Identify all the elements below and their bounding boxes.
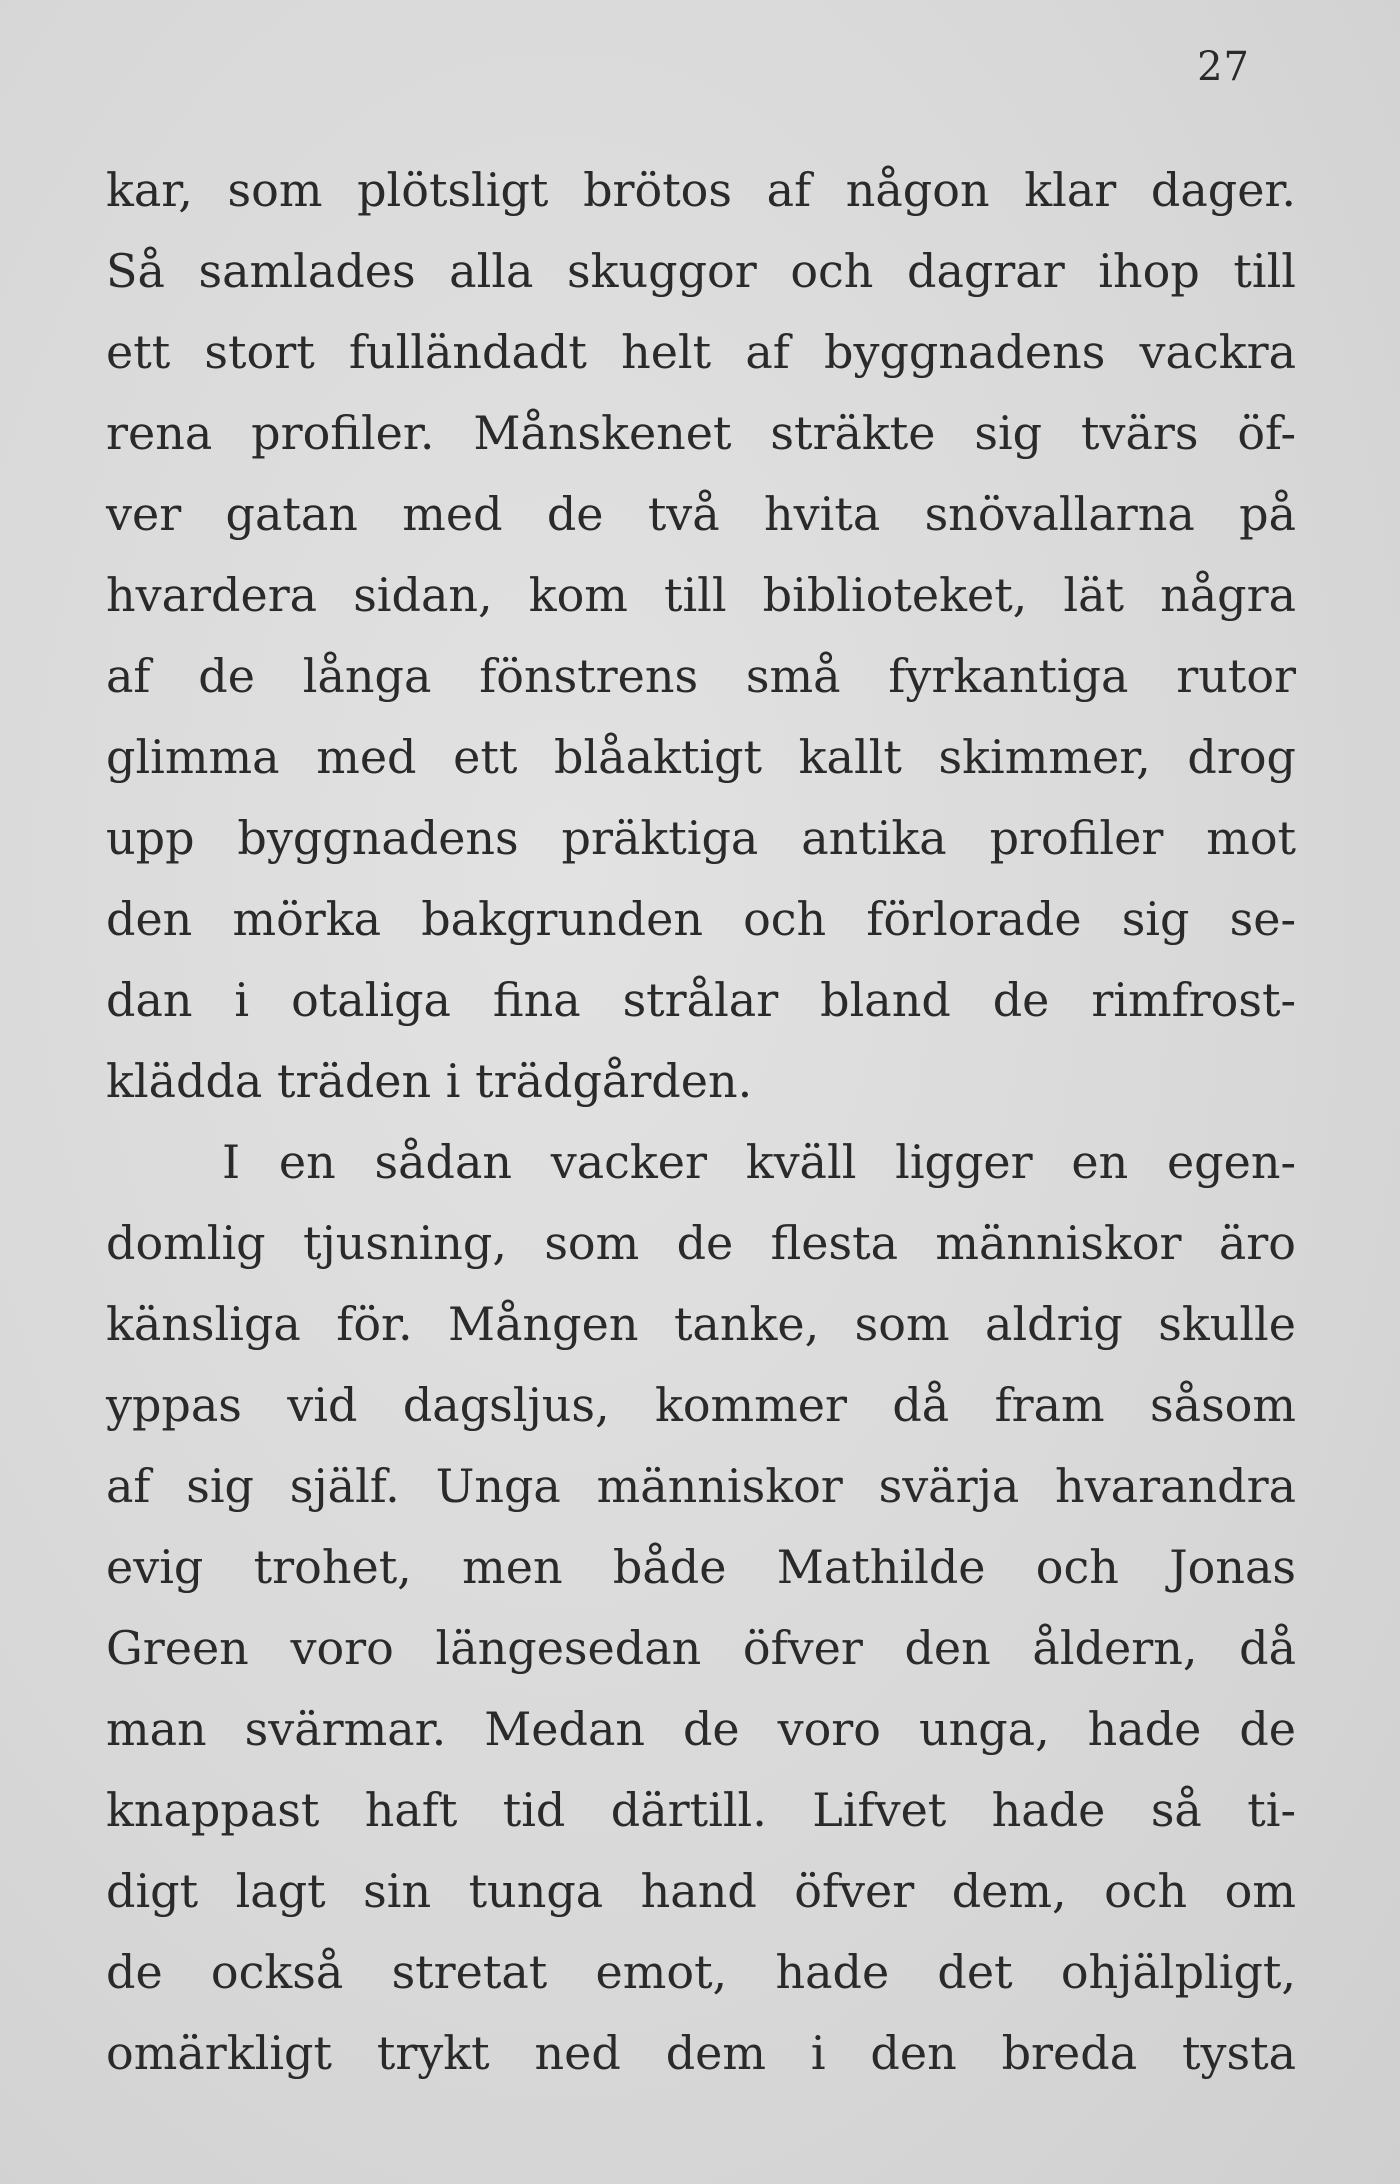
text-line: dan i otaliga fina strålar bland de rimfrost- (106, 973, 1296, 1027)
text-line: af de långa fönstrens små fyrkantiga rutor (106, 649, 1296, 703)
text-line: de också stretat emot, hade det ohjälpligt, (106, 1945, 1296, 1999)
text-line: yppas vid dagsljus, kommer då fram såsom (106, 1378, 1296, 1432)
text-line: kar, som plötsligt brötos af någon klar dager. (106, 163, 1296, 217)
text-line: ett stort fulländadt helt af byggnadens vackra (106, 325, 1296, 379)
text-line: Så samlades alla skuggor och dagrar ihop till (106, 244, 1296, 298)
text-line: af sig själf. Unga människor svärja hvarandra (106, 1459, 1296, 1513)
text-line: I en sådan vacker kväll ligger en egen- (222, 1135, 1296, 1189)
text-line: digt lagt sin tunga hand öfver dem, och om (106, 1864, 1296, 1918)
text-line: rena profiler. Månskenet sträkte sig tvärs öf- (106, 406, 1296, 460)
text-line: den mörka bakgrunden och förlorade sig se- (106, 892, 1296, 946)
text-line: glimma med ett blåaktigt kallt skimmer, drog (106, 730, 1296, 784)
text-line: klädda träden i trädgården. (106, 1054, 753, 1108)
text-line: ver gatan med de två hvita snövallarna på (106, 487, 1296, 541)
text-line: man svärmar. Medan de voro unga, hade de (106, 1702, 1296, 1756)
text-line: hvardera sidan, kom till biblioteket, lät några (106, 568, 1296, 622)
text-line: domlig tjusning, som de flesta människor äro (106, 1216, 1296, 1270)
text-line: Green voro längesedan öfver den åldern, då (106, 1621, 1296, 1675)
page-number: 27 (1197, 44, 1250, 90)
text-line: omärkligt trykt ned dem i den breda tysta (106, 2026, 1296, 2080)
text-line: känsliga för. Mången tanke, som aldrig skulle (106, 1297, 1296, 1351)
body-text (106, 150, 1296, 2094)
text-line: upp byggnadens präktiga antika profiler mot (106, 811, 1296, 865)
text-line: knappast haft tid därtill. Lifvet hade så ti- (106, 1783, 1296, 1837)
text-line: evig trohet, men både Mathilde och Jonas (106, 1540, 1296, 1594)
